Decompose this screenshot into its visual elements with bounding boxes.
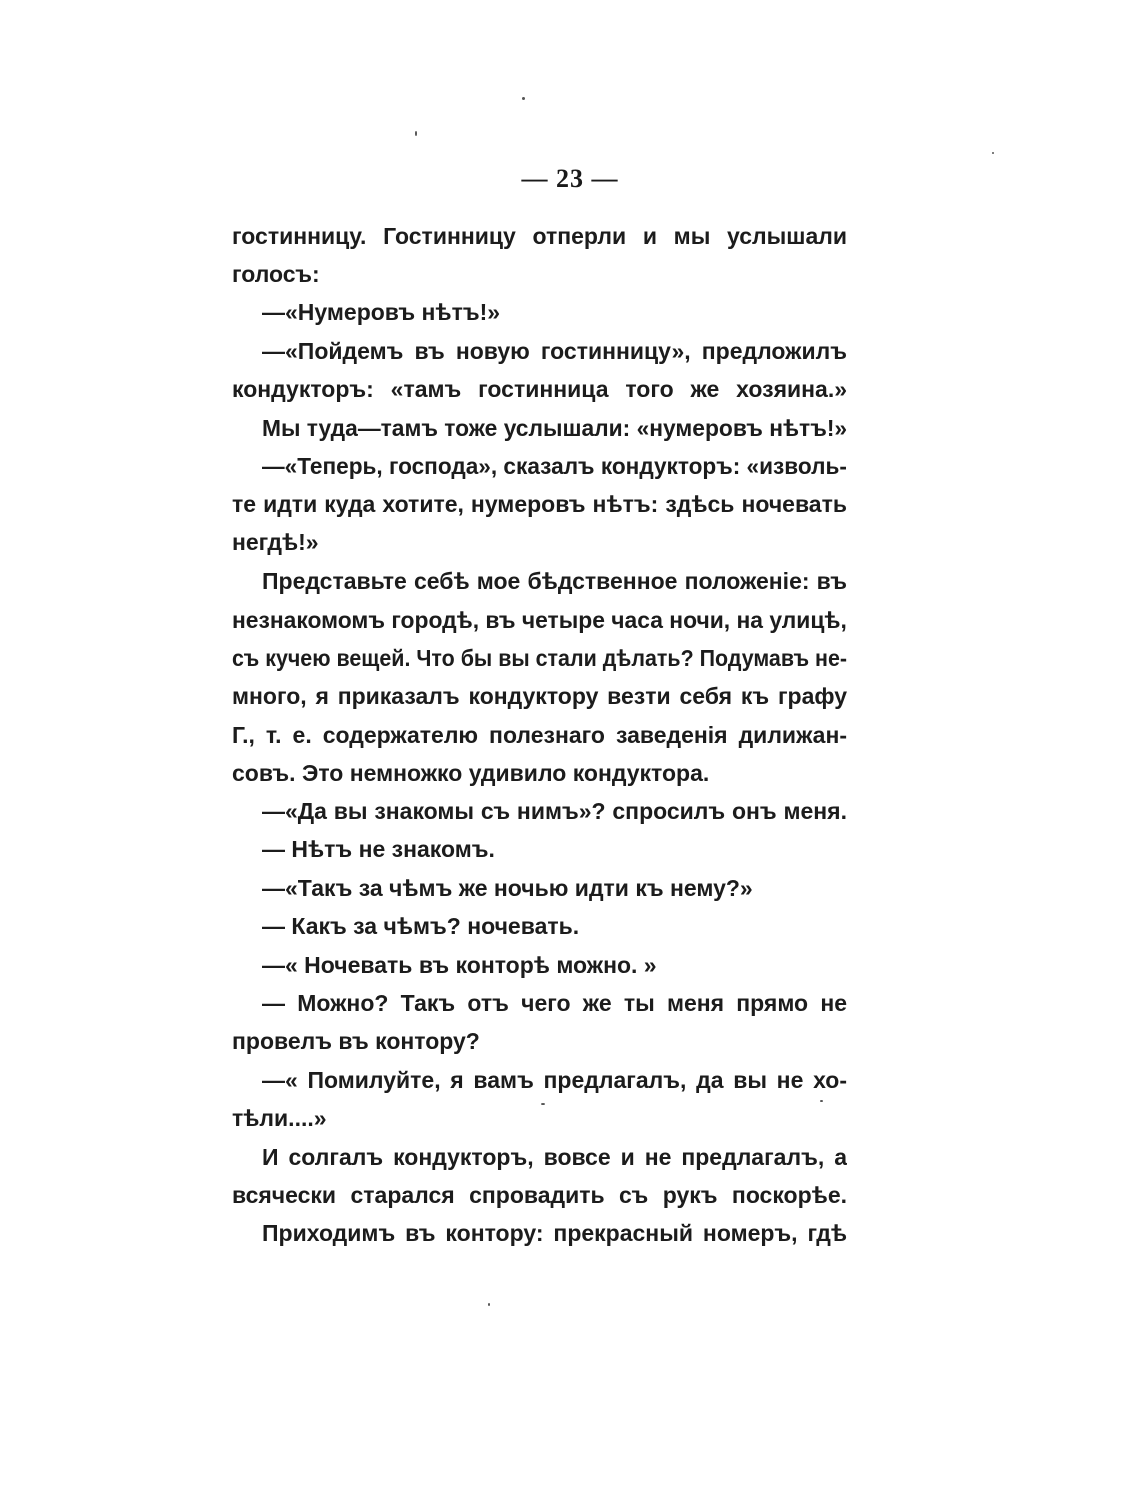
- text-line: Представьте себѣ мое бѣдственное положенiе: въ: [262, 568, 847, 594]
- print-speck: [488, 1303, 490, 1306]
- text-line: много, я приказалъ кондуктору везти себя къ графу: [232, 683, 847, 709]
- text-line: незнакомомъ городѣ, въ четыре часа ночи, на улицѣ,: [232, 607, 847, 633]
- text-line: — Какъ за чѣмъ? ночевать.: [262, 913, 580, 939]
- text-line: тѣли....»: [232, 1105, 327, 1131]
- text-line: —«Пойдемъ въ новую гостинницу», предложилъ: [262, 338, 847, 364]
- text-line: —« Ночевать въ конторѣ можно. »: [262, 952, 657, 978]
- print-speck: [522, 97, 525, 100]
- text-line: И солгалъ кондукторъ, вовсе и не предлагалъ, а: [262, 1144, 847, 1170]
- text-line: гостинницу. Гостинницу отперли и мы услышали: [232, 223, 847, 249]
- text-line: —«Да вы знакомы съ нимъ»? спросилъ онъ меня.: [262, 798, 847, 824]
- text-line: —«Нумеровъ нѣтъ!»: [262, 299, 501, 325]
- text-line: провелъ въ контору?: [232, 1028, 480, 1054]
- text-line: совъ. Это немножко удивило кондуктора.: [232, 760, 710, 786]
- print-speck: [992, 152, 994, 154]
- text-line: —«Теперь, господа», сказалъ кондукторъ: «изволь-: [262, 453, 847, 479]
- text-line: — Можно? Такъ отъ чего же ты меня прямо не: [262, 990, 847, 1016]
- text-line: негдѣ!»: [232, 529, 319, 555]
- text-line: всячески старался спровадить съ рукъ поскорѣе.: [232, 1182, 847, 1208]
- page-number: — 23 —: [521, 164, 619, 193]
- text-line: кондукторъ: «тамъ гостинница того же хозяина.»: [232, 376, 847, 402]
- text-line: —« Помилуйте, я вамъ предлагалъ, да вы не хо-: [262, 1067, 847, 1093]
- text-line: Г., т. е. содержателю полезнаго заведенiя дилижан-: [232, 722, 847, 748]
- text-line: — Нѣтъ не знакомъ.: [262, 836, 495, 862]
- text-line: те идти куда хотите, нумеровъ нѣтъ: здѣсь ночевать: [232, 491, 847, 517]
- text-line: Мы туда—тамъ тоже услышали: «нумеровъ нѣтъ!»: [262, 415, 847, 441]
- text-line: —«Такъ за чѣмъ же ночью идти къ нему?»: [262, 875, 753, 901]
- text-line: съ кучею вещей. Что бы вы стали дѣлать? Подумавъ не-: [232, 645, 847, 671]
- text-line: Приходимъ въ контору: прекрасный номеръ, гдѣ: [262, 1220, 847, 1246]
- text-line: голосъ:: [232, 261, 320, 287]
- print-speck: [415, 131, 417, 136]
